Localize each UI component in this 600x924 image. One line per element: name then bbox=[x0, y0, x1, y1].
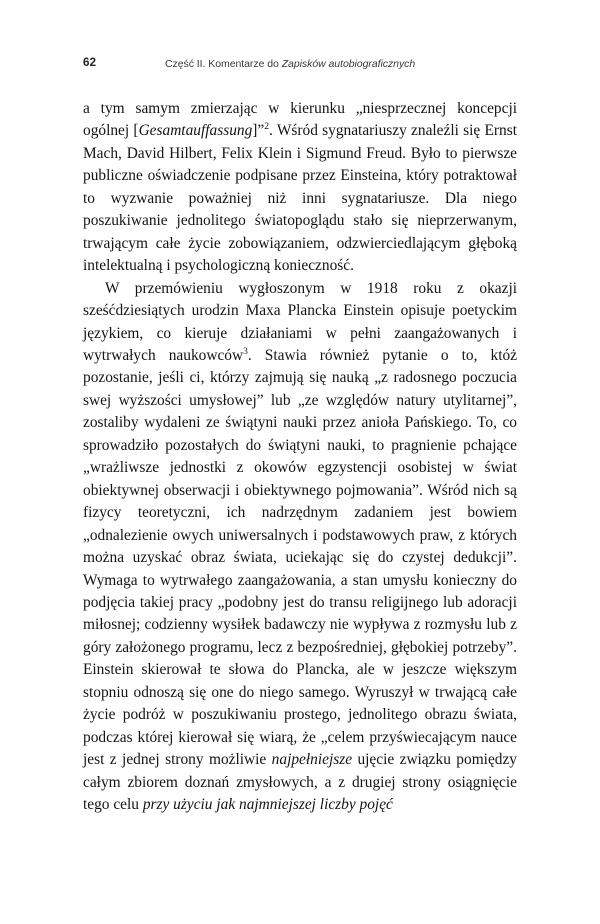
paragraph bbox=[83, 98, 517, 278]
running-head-title-italic: Zapisków autobiograficznych bbox=[281, 57, 416, 70]
text-run: a tym samym zmierzając w kierunku „niesprzecznej koncepcji ogólnej [ bbox=[83, 100, 517, 140]
running-head-title-plain: Część II. Komentarze do bbox=[165, 57, 282, 70]
text-run: ]” bbox=[252, 122, 265, 140]
emphasis-italic: Gesamtauffassung bbox=[138, 122, 253, 140]
paragraph bbox=[83, 278, 517, 817]
body-text-block bbox=[83, 98, 517, 817]
emphasis-italic: przy użyciu jak najmniejszej liczby pojęć bbox=[142, 796, 393, 814]
footnote-marker: 2 bbox=[264, 121, 270, 133]
text-run: . Stawia również pytanie o to, któż pozostanie, jeśli ci, którzy zajmują się nauką „z radosnego poczucia swej wyższości umysłowej” lub „ze względów natury utylitarnej”, zostaliby wydaleni ze świątyni nauki przez anioła Pańskiego. To, co sprowadziło pozostałych do świątyni nauki, to pragnienie pchające „wrażliwsze jednostki z okowów egzystencji osobistej w świat obiektywnej obserwacji i obiektywnego pojmowania”. Wśród nich są fizycy teoretyczni, ich nadrzędnym zadaniem jest bowiem „odnalezienie owych uniwersalnych i podstawowych praw, z których można uzyskać obraz świata, uciekając się do czystej dedukcji”. Wymaga to wytrwałego zaangażowania, a stan umysłu konieczny do podjęcia takiej pracy „podobny jest do transu religijnego lub adoracji miłosnej; codzienny wysiłek badawczy nie wypływa z rozmysłu lub z góry założonego programu, lecz z bezpośredniej, głębokiej potrzeby”. Einstein skierował te słowa do Plancka, ale w jeszcze większym stopniu odnoszą się one do niego samego. Wyruszył w trwającą całe życie podróż w poszukiwaniu prostego, jednolitego obrazu świata, podczas której kierował się wiarą, że „celem przyświecającym nauce jest z jednej strony możliwie bbox=[83, 346, 517, 769]
text-run: . Wśród sygnatariuszy znaleźli się Ernst Mach, David Hilbert, Felix Klein i Sigmund Freud. Było to pierwsze publiczne oświadczenie podpisane przez Einsteina, który potraktował to wyzwanie poważniej niż inni sygnatariusze. Dla niego poszukiwanie jednolitego światopoglądu stało się nieprzerwanym, trwającym całe życie zobowiązaniem, odzwierciedlającym głęboką intelektualną i psychologiczną konieczność. bbox=[83, 122, 517, 275]
text-run: W przemówieniu wygłoszonym w 1918 roku z okazji sześćdziesiątych urodzin Maxa Plancka Einstein opisuje poetyckim językiem, co kieruje działaniami w pełni zaangażowanych i wytrwałych naukowców bbox=[83, 279, 517, 364]
running-head-title bbox=[165, 58, 415, 70]
footnote-marker: 3 bbox=[243, 345, 248, 357]
page-number: 62 bbox=[83, 57, 97, 69]
text-run: ujęcie związku pomiędzy całym zbiorem doznań zmysłowych, a z drugiej strony osiągnięcie tego celu bbox=[83, 751, 518, 814]
emphasis-italic: najpełniejsze bbox=[271, 751, 353, 769]
running-head bbox=[83, 57, 517, 77]
